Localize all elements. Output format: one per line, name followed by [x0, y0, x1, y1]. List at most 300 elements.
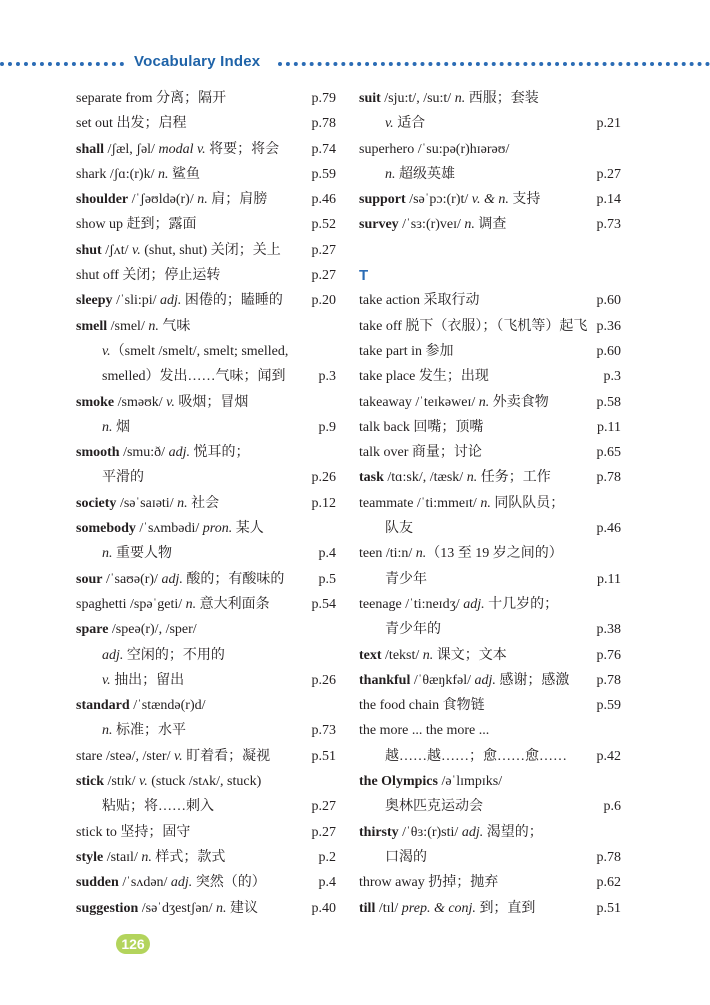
page-reference: p.38 — [596, 622, 621, 638]
part-of-speech: n. — [148, 318, 159, 334]
page-reference: p.27 — [596, 166, 621, 182]
definition: 鲨鱼 — [168, 166, 200, 182]
vocab-entry — [359, 86, 621, 111]
definition: 突然（的） — [192, 875, 266, 891]
page-reference: p.11 — [597, 419, 621, 435]
definition: （smelt /smelt/, smelt; smelled, — [110, 343, 289, 359]
entry-text — [76, 693, 206, 718]
vocab-entry — [359, 440, 621, 465]
entry-continuation — [76, 364, 336, 389]
right-column — [359, 86, 621, 921]
pronunciation: /ˈti:neɪdʒ/ — [401, 596, 464, 612]
pronunciation: 食物链 — [439, 698, 485, 714]
vocab-entry — [76, 390, 336, 415]
headword: somebody — [76, 521, 136, 537]
pronunciation: /səˈpɔ:(r)t/ — [405, 192, 472, 208]
vocab-entry — [359, 390, 621, 415]
vocab-entry — [359, 364, 621, 389]
entry-continuation — [359, 794, 621, 819]
entry-text — [359, 491, 564, 516]
pronunciation: 脱下（衣服）；（飞机等）起飞 — [401, 318, 588, 334]
page-reference: p.76 — [596, 647, 621, 663]
vocab-entry — [359, 541, 621, 566]
entry-text — [76, 870, 266, 895]
entry-text — [359, 212, 506, 237]
pronunciation: /steə/, /ster/ — [102, 748, 174, 764]
entry-text — [76, 212, 197, 237]
part-of-speech: n. — [102, 546, 113, 562]
headword: stick — [76, 774, 104, 790]
headword: shall — [76, 141, 105, 157]
vocab-entry — [76, 263, 336, 288]
entry-text — [76, 339, 288, 364]
definition: 奥林匹克运动会 — [385, 799, 483, 815]
vocab-entry — [359, 339, 621, 364]
part-of-speech: n. — [157, 166, 169, 182]
entry-text — [76, 617, 197, 642]
page-reference: p.73 — [311, 723, 336, 739]
headword: take action — [359, 293, 421, 309]
pronunciation: /spəˈgeti/ — [126, 596, 186, 612]
part-of-speech: adj. — [102, 647, 124, 663]
part-of-speech: n. — [385, 166, 396, 182]
vocab-entry — [76, 820, 336, 845]
part-of-speech: v. — [132, 242, 141, 258]
pronunciation: /ˈsu:pə(r)hɪərəʊ/ — [414, 141, 510, 157]
entry-text — [359, 668, 569, 693]
pronunciation: /ˈθæŋkfəl/ — [410, 672, 475, 688]
entry-text — [359, 516, 413, 541]
header-dotted-rule-right — [278, 62, 710, 66]
vocab-entry — [76, 314, 336, 339]
entry-text — [76, 592, 270, 617]
headword: set out — [76, 116, 113, 132]
part-of-speech: adj. — [161, 571, 183, 587]
page-reference: p.51 — [311, 748, 336, 764]
part-of-speech: v. — [166, 394, 175, 410]
definition: 支持 — [508, 192, 541, 208]
entry-text — [76, 238, 281, 263]
entry-text — [76, 111, 186, 136]
entry-text — [359, 744, 567, 769]
entry-text — [359, 693, 485, 718]
page-reference: p.26 — [311, 470, 336, 486]
section-letter: T — [359, 267, 369, 285]
part-of-speech: adj. — [170, 875, 193, 891]
pronunciation: /əˈlɪmpɪks/ — [437, 774, 503, 790]
pronunciation: 赶到；露面 — [123, 217, 197, 233]
entry-text — [76, 516, 264, 541]
headword: shoulder — [76, 192, 129, 208]
part-of-speech: n. — [215, 900, 227, 916]
page-reference: p.5 — [318, 571, 336, 587]
pronunciation: /ˈsʌdən/ — [118, 875, 171, 891]
definition: 队友 — [385, 521, 413, 537]
entry-text — [76, 137, 279, 162]
headword: shark — [76, 166, 107, 182]
entry-text — [76, 314, 190, 339]
vocab-entry — [76, 288, 336, 313]
entry-text — [359, 162, 455, 187]
page-reference: p.65 — [596, 445, 621, 461]
vocab-entry — [359, 288, 621, 313]
headword: smell — [76, 318, 108, 334]
definition: 十几岁的； — [484, 596, 559, 612]
vocab-entry — [76, 212, 336, 237]
entry-continuation — [76, 668, 336, 693]
entry-text — [76, 744, 270, 769]
pronunciation: /ˈteɪkəweɪ/ — [411, 394, 479, 410]
entry-continuation — [359, 744, 621, 769]
pronunciation: /tɪl/ — [375, 900, 402, 916]
headword: thankful — [359, 672, 411, 688]
part-of-speech: n. — [464, 217, 475, 233]
page-reference: p.11 — [597, 571, 621, 587]
page-reference: p.54 — [311, 596, 336, 612]
vocab-entry — [76, 111, 336, 136]
part-of-speech: adj. — [474, 672, 496, 688]
vocab-entry — [359, 668, 621, 693]
entry-text — [359, 111, 425, 136]
page-reference: p.78 — [311, 116, 336, 132]
page-reference: p.3 — [318, 369, 336, 385]
vocab-entry — [359, 592, 621, 617]
pronunciation: /smel/ — [107, 318, 149, 334]
pronunciation: /ˈsli:pi/ — [112, 293, 161, 309]
headword: smooth — [76, 445, 120, 461]
headword: sour — [76, 571, 103, 587]
headword: style — [76, 849, 104, 865]
page-reference: p.27 — [311, 268, 336, 284]
entry-text — [359, 137, 509, 162]
entry-text — [359, 592, 558, 617]
vocab-entry — [76, 769, 336, 794]
entry-text — [359, 390, 549, 415]
pronunciation: /səˈdʒestʃən/ — [138, 900, 216, 916]
part-of-speech: modal v. — [158, 141, 206, 157]
page-reference: p.2 — [318, 849, 336, 865]
pronunciation: /ˈsɜ:(r)veɪ/ — [398, 217, 465, 233]
vocab-entry — [76, 744, 336, 769]
entry-text — [76, 491, 219, 516]
pronunciation: 回嘴；顶嘴 — [409, 419, 484, 435]
pronunciation: /ˈti:mmeɪt/ — [413, 495, 481, 511]
headword: teen — [359, 546, 383, 562]
definition: 困倦的；瞌睡的 — [181, 293, 283, 309]
entry-text — [76, 643, 225, 668]
definition: 将要；将会 — [205, 141, 280, 157]
headword: sudden — [76, 875, 119, 891]
definition: 适合 — [393, 116, 426, 132]
headword: teammate — [359, 495, 414, 511]
headword: talk over — [359, 445, 409, 461]
page-reference: p.14 — [596, 192, 621, 208]
pronunciation: /sməʊk/ — [114, 394, 167, 410]
vocab-entry — [359, 415, 621, 440]
pronunciation: /ti:n/ — [382, 546, 416, 562]
pronunciation: 出发；启程 — [112, 116, 187, 132]
entry-text — [76, 668, 184, 693]
pronunciation: /tɑ:sk/, /tæsk/ — [383, 470, 467, 486]
definition: 到；直到 — [475, 900, 536, 916]
entry-text — [359, 820, 543, 845]
headword: smoke — [76, 394, 115, 410]
pronunciation: /smu:ð/ — [119, 445, 169, 461]
entry-text — [76, 390, 248, 415]
entry-continuation — [359, 111, 621, 136]
header-dotted-rule-left — [0, 62, 124, 66]
entry-continuation — [359, 617, 621, 642]
entry-continuation — [359, 516, 621, 541]
vocab-entry — [76, 491, 336, 516]
page-reference: p.62 — [596, 875, 621, 891]
page-reference: p.12 — [311, 495, 336, 511]
definition: 口渴的 — [385, 849, 427, 865]
pronunciation: 分离；隔开 — [152, 91, 227, 106]
definition: 粘贴；将……刺入 — [102, 799, 214, 815]
vocab-entry — [76, 592, 336, 617]
entry-text — [76, 820, 190, 845]
headword: show up — [76, 217, 124, 233]
entry-continuation — [76, 415, 336, 440]
definition: 越……越……；愈……愈…… — [385, 748, 567, 764]
entry-text — [76, 86, 226, 111]
vocab-entry — [359, 718, 621, 743]
entry-text — [76, 896, 258, 921]
part-of-speech: n. — [102, 723, 113, 739]
definition: 社会 — [187, 495, 220, 511]
page-reference: p.27 — [311, 242, 336, 258]
pronunciation: /tekst/ — [381, 647, 423, 663]
part-of-speech: n. — [102, 419, 113, 435]
part-of-speech: v. & n. — [471, 192, 509, 208]
vocab-entry — [76, 187, 336, 212]
entry-continuation — [76, 718, 336, 743]
part-of-speech: v. — [173, 748, 183, 764]
page-reference: p.27 — [311, 799, 336, 815]
entry-text — [359, 845, 427, 870]
pronunciation: /ʃʌt/ — [101, 242, 133, 258]
pronunciation: 参加 — [421, 343, 454, 359]
entry-text — [359, 541, 563, 566]
headword: throw away — [359, 875, 425, 891]
part-of-speech: n. — [478, 394, 490, 410]
headword: take off — [359, 318, 402, 334]
page-reference: p.58 — [596, 394, 621, 410]
entry-continuation — [76, 643, 336, 668]
headword: sleepy — [76, 293, 113, 309]
headword: takeaway — [359, 394, 412, 410]
definition: 烟 — [112, 419, 130, 435]
definition: 任务；工作 — [477, 470, 551, 486]
page-title: Vocabulary Index — [134, 53, 261, 70]
vocab-entry — [76, 137, 336, 162]
vocab-entry — [359, 643, 621, 668]
left-column — [76, 86, 336, 921]
entry-text — [76, 263, 220, 288]
pronunciation: /ˈʃəʊldə(r)/ — [128, 192, 198, 208]
headword: support — [359, 192, 406, 208]
definition: 同队队员； — [490, 495, 565, 511]
page-reference: p.79 — [311, 91, 336, 106]
entry-text — [76, 364, 286, 389]
part-of-speech: adj. — [160, 293, 182, 309]
section-spacer — [359, 238, 621, 263]
page-reference: p.27 — [311, 824, 336, 840]
part-of-speech: adj. — [463, 596, 485, 612]
vocab-entry — [76, 162, 336, 187]
entry-text — [359, 794, 483, 819]
vocab-entry — [76, 617, 336, 642]
page-reference: p.42 — [596, 748, 621, 764]
page-header — [0, 52, 710, 76]
entry-text — [359, 896, 535, 921]
part-of-speech: v. — [385, 116, 394, 132]
part-of-speech: n. — [454, 91, 466, 106]
page-reference: p.46 — [596, 521, 621, 537]
definition: 酸的；有酸味的 — [182, 571, 285, 587]
pronunciation: /səˈsaɪəti/ — [116, 495, 178, 511]
entry-continuation — [359, 162, 621, 187]
vocab-entry — [359, 820, 621, 845]
definition: (shut, shut) 关闭；关上 — [140, 242, 281, 258]
definition: 调查 — [474, 217, 507, 233]
entry-text — [76, 415, 130, 440]
headword: superhero — [359, 141, 415, 157]
definition: 气味 — [158, 318, 191, 334]
pronunciation: /ˈsʌmbədi/ — [135, 521, 203, 537]
headword: stick to — [76, 824, 117, 840]
vocab-entry — [76, 870, 336, 895]
part-of-speech: n. — [466, 470, 478, 486]
entry-text — [359, 86, 539, 111]
part-of-speech: n. — [415, 546, 427, 562]
page-reference: p.40 — [311, 900, 336, 916]
page-reference: p.59 — [596, 698, 621, 714]
entry-text — [76, 440, 249, 465]
definition: 盯着看；凝视 — [182, 748, 271, 764]
pronunciation: /stɪk/ — [104, 774, 140, 790]
vocab-entry — [76, 845, 336, 870]
page-reference: p.60 — [596, 343, 621, 359]
headword: task — [359, 470, 384, 486]
pronunciation: 坚持；固守 — [116, 824, 191, 840]
headword: thirsty — [359, 824, 399, 840]
entry-continuation — [76, 339, 336, 364]
definition: 标准；水平 — [112, 723, 186, 739]
headword: spare — [76, 622, 109, 638]
entry-continuation — [76, 794, 336, 819]
part-of-speech: prep. & conj. — [401, 900, 476, 916]
page-reference: p.6 — [603, 799, 621, 815]
definition: 悦耳的； — [189, 445, 250, 461]
pronunciation: /sju:t/, /su:t/ — [380, 91, 455, 106]
entry-text — [359, 364, 489, 389]
pronunciation: 商量；讨论 — [408, 445, 482, 461]
definition: 吸烟；冒烟 — [174, 394, 249, 410]
entry-text — [76, 769, 261, 794]
part-of-speech: adj. — [461, 824, 484, 840]
headword: stare — [76, 748, 103, 764]
vocab-entry — [359, 491, 621, 516]
vocab-entry — [359, 769, 621, 794]
headword: society — [76, 495, 117, 511]
entry-text — [76, 541, 172, 566]
vocab-entry — [76, 86, 336, 111]
part-of-speech: n. — [197, 192, 208, 208]
entry-text — [76, 288, 283, 313]
vocab-entry — [359, 314, 621, 339]
headword: text — [359, 647, 382, 663]
page-reference: p.4 — [318, 875, 336, 891]
vocab-entry — [76, 567, 336, 592]
pronunciation: 关闭；停止运转 — [118, 268, 221, 284]
entry-text — [76, 794, 214, 819]
page-reference: p.78 — [596, 470, 621, 486]
headword: take part in — [359, 343, 422, 359]
headword: shut — [76, 242, 102, 258]
page-reference: p.20 — [311, 293, 336, 309]
vocab-entry — [359, 896, 621, 921]
headword: the Olympics — [359, 774, 438, 790]
pronunciation: 发生；出现 — [415, 369, 489, 385]
entry-continuation — [76, 541, 336, 566]
entry-text — [359, 440, 482, 465]
entry-text — [359, 465, 551, 490]
definition: 抽出；留出 — [110, 672, 185, 688]
entry-text — [359, 567, 427, 592]
headword: the more ... the more ... — [359, 723, 490, 739]
definition: 重要人物 — [112, 546, 172, 562]
entry-text — [76, 162, 200, 187]
page-reference: p.36 — [596, 318, 621, 334]
pronunciation: /ˈstændə(r)d/ — [129, 698, 206, 714]
vocab-entry — [359, 212, 621, 237]
entry-text — [359, 643, 507, 668]
headword: separate from — [76, 91, 153, 106]
headword: the food chain — [359, 698, 440, 714]
pronunciation: /ʃæl, ʃəl/ — [104, 141, 159, 157]
definition: 青少年 — [385, 571, 427, 587]
entry-text — [359, 288, 480, 313]
headword: teenage — [359, 596, 402, 612]
entry-text — [359, 187, 540, 212]
page-number-badge: 126 — [116, 934, 150, 954]
part-of-speech: v. — [139, 774, 148, 790]
definition: 建议 — [226, 900, 258, 916]
page-reference: p.21 — [596, 116, 621, 132]
definition: 渴望的； — [483, 824, 543, 840]
part-of-speech: n. — [185, 596, 197, 612]
part-of-speech: adj. — [168, 445, 190, 461]
headword: spaghetti — [76, 596, 127, 612]
part-of-speech: n. — [422, 647, 434, 663]
definition: 感谢；感激 — [495, 672, 570, 688]
pronunciation: /ˈθɜ:(r)sti/ — [398, 824, 462, 840]
entry-text — [76, 465, 144, 490]
entry-text — [359, 718, 489, 743]
entry-text — [359, 314, 587, 339]
entry-text — [359, 870, 498, 895]
page-reference: p.51 — [596, 900, 621, 916]
vocab-entry — [359, 870, 621, 895]
page-reference: p.3 — [603, 369, 621, 385]
definition: 空闲的；不用的 — [123, 647, 225, 663]
vocab-entry — [359, 465, 621, 490]
pronunciation: /staɪl/ — [103, 849, 142, 865]
part-of-speech: v. — [102, 672, 111, 688]
vocab-entry — [76, 693, 336, 718]
